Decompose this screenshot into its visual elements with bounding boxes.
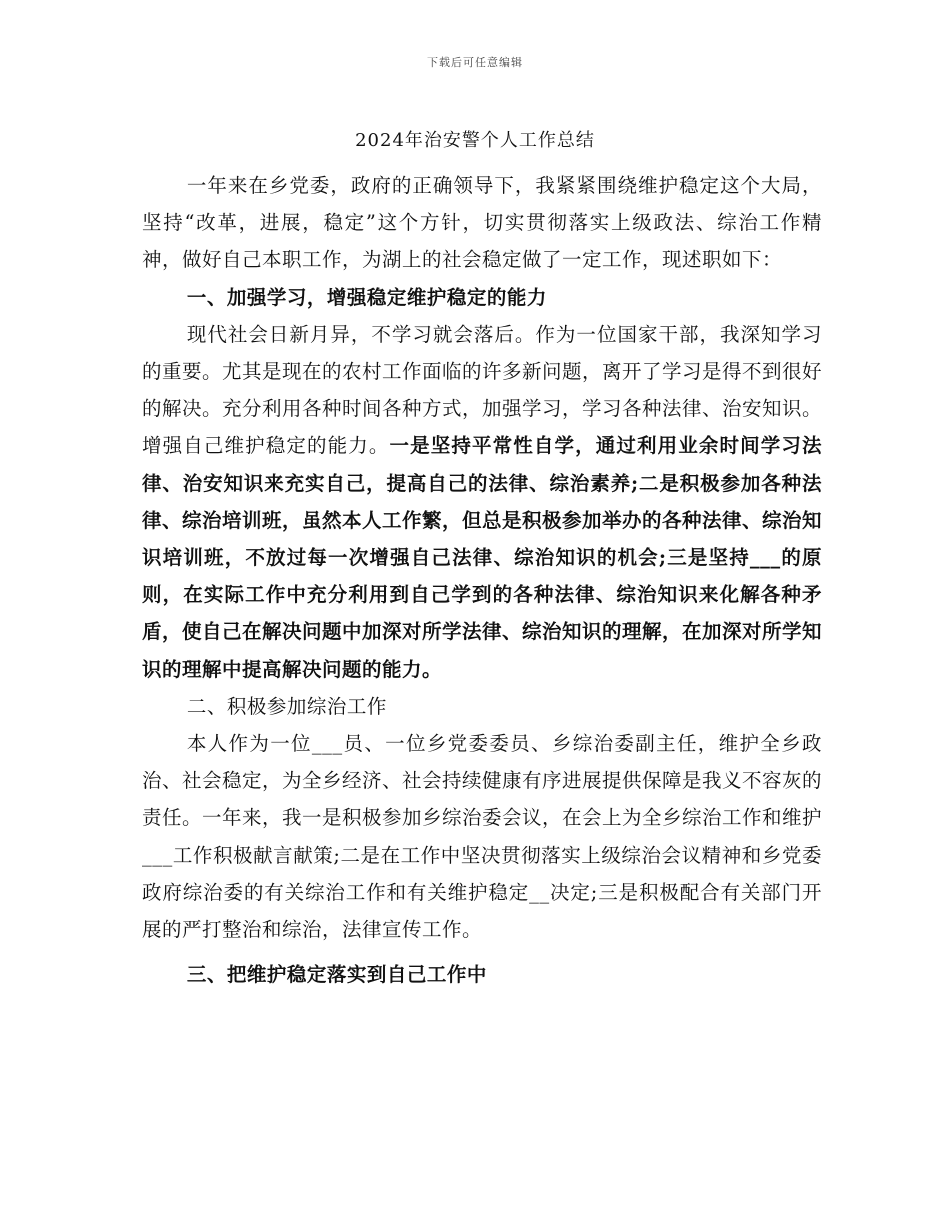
section-2-heading: 二、积极参加综治工作 bbox=[186, 694, 387, 718]
section-1-heading: 一、加强学习，增强稳定维护稳定的能力 bbox=[186, 285, 547, 309]
header-note: 下载后可任意编辑 bbox=[427, 56, 523, 69]
section-3-heading: 三、把维护稳定落实到自己工作中 bbox=[186, 963, 487, 987]
intro-paragraph: 一年来在乡党委，政府的正确领导下，我紧紧围绕维护稳定这个大局，坚持“改革，进展，稳定”这个方针，切实贯彻落实上级政法、综治工作精神，做好自己本职工作，为湖上的社会稳定做了一定工作，现述职如下： bbox=[142, 174, 822, 272]
section-1-plain-text: 现代社会日新月异，不学习就会落后。作为一位国家干部，我深知学习的重要。尤其是现在的农村工作面临的许多新问题，离开了学习是得不到很好的解决。充分利用各种时间各种方式，加强学习，学习各种法律、治安知识。增强自己维护稳定的能力。 bbox=[142, 322, 823, 458]
section-2-paragraph: 本人作为一位___员、一位乡党委委员、乡综治委副主任，维护全乡政治、社会稳定，为全乡经济、社会持续健康有序进展提供保障是我义不容灰的责任。一年来，我一是积极参加乡综治委会议，在会上为全乡综治工作和维护___工作积极献言献策;二是在工作中坚决贯彻落实上级综治会议精神和乡党委政府综治委的有关综治工作和有关维护稳定__决定;三是积极配合有关部门开展的严打整治和综治，法律宣传工作。 bbox=[142, 732, 823, 942]
document-body bbox=[142, 167, 822, 993]
section-1-paragraph bbox=[142, 316, 822, 688]
document-title: 2024年治安警个人工作总结 bbox=[355, 130, 595, 151]
section-1-bold-text: 一是坚持平常性自学，通过利用业余时间学习法律、治安知识来充实自己，提高自己的法律、综治素养;二是积极参加各种法律、综治培训班，虽然本人工作繁，但总是积极参加举办的各种法律、综治知识培训班，不放过每一次增强自己法律、综治知识的机会;三是坚持___的原则，在实际工作中充分利用到自己学到的各种法律、综治知识来化解各种矛盾，使自己在解决问题中加深对所学法律、综治知识的理解，在加深对所学知识的理解中提高解决问题的能力。 bbox=[142, 434, 823, 681]
